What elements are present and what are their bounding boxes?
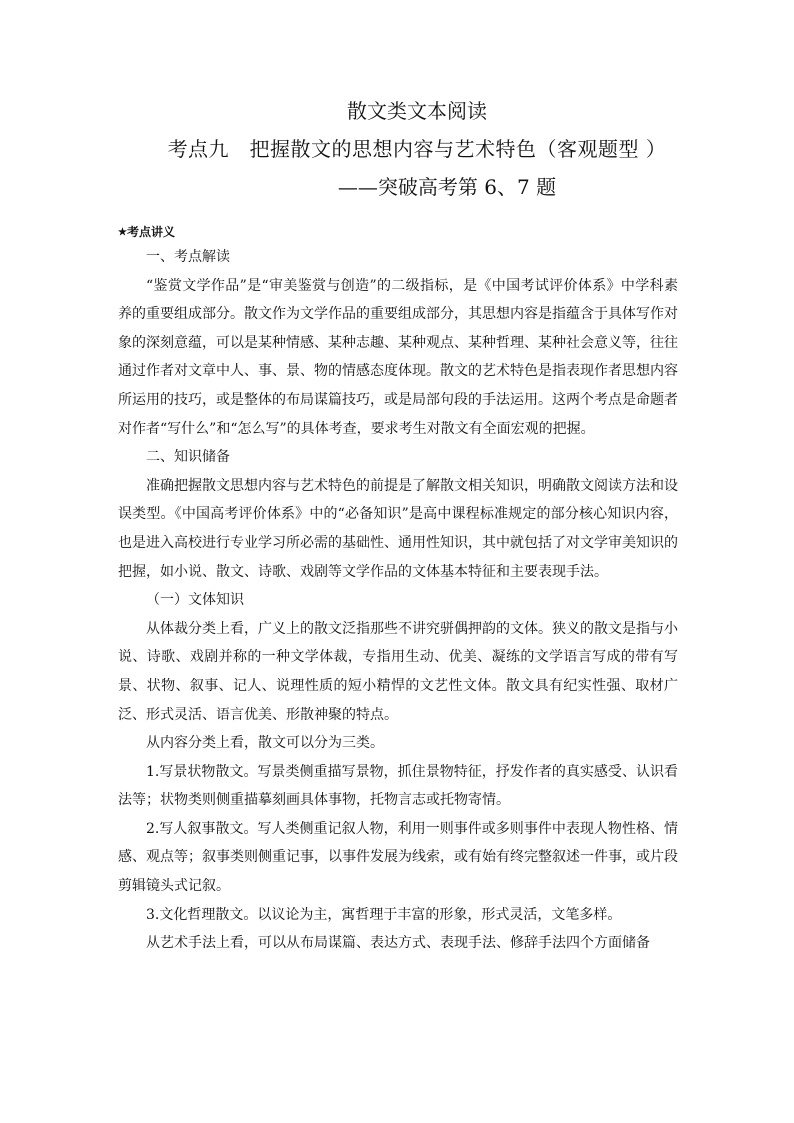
section-heading-3: （一）文体知识 xyxy=(146,592,244,609)
paragraph-5: 1.写景状物散文。写景类侧重描写景物，抓住景物特征，抒发作者的真实感受、认识看法等；状物类则侧重描摹刻画具体事物，托物言志或托物寄情。 xyxy=(118,763,678,809)
paragraph-8: 从艺术手法上看，可以从布局谋篇、表达方式、表现手法、修辞手法四个方面储备 xyxy=(146,935,650,952)
document-title: 散文类文本阅读 xyxy=(347,99,487,123)
section-marker xyxy=(118,222,678,243)
section-heading-1: 一、考点解读 xyxy=(146,249,230,265)
paragraph-7: 3.文化哲理散文。以议论为主，寓哲理于丰富的形象，形式灵活，文笔多样。 xyxy=(146,906,622,923)
paragraph-4: 从内容分类上看，散文可以分为三类。 xyxy=(146,735,384,752)
star-icon: ★ xyxy=(118,227,127,238)
document-body xyxy=(118,222,678,958)
paragraph-2: 准确把握散文思想内容与艺术特色的前提是了解散文相关知识，明确散文阅读方法和设误类型。《中国高考评价体系》中的“必备知识”是高中课程标准规定的部分核心知识内容，也是进入高校进行专业学习所必需的基础性、通用性知识，其中就包括了对文学审美知识的把握，如小说、散文、诗歌、戏剧等文学作品的文体基本特征和主要表现手法。 xyxy=(118,477,678,580)
paragraph-1: “鉴赏文学作品”是“审美鉴赏与创造”的二级指标，是《中国考试评价体系》中学科素养的重要组成部分。散文作为文学作品的重要组成部分，其思想内容是指蕴含于具体写作对象的深刻意蕴，可以是某种情感、某种志趣、某种观点、某种哲理、某种社会意义等，往往通过作者对文章中人、事、景、物的情感态度体现。散文的艺术特色是指表现作者思想内容所运用的技巧，或是整体的布局谋篇技巧，或是局部句段的手法运用。这两个考点是命题者对作者“写什么”和“怎么写”的具体考查，要求考生对散文有全面宏观的把握。 xyxy=(118,277,678,437)
section-heading-2: 二、知识储备 xyxy=(146,449,230,466)
title-block xyxy=(0,92,794,206)
paragraph-6: 2.写人叙事散文。写人类侧重记叙人物，利用一则事件或多则事件中表现人物性格、情感、观点等；叙事类则侧重记事，以事件发展为线索，或有始有终完整叙述一件事，或片段剪辑镜头式记叙。 xyxy=(118,820,678,895)
document-subtitle: 考点九 把握散文的思想内容与艺术特色（客观题型 ） xyxy=(167,137,667,161)
document-subtitle-2: ——突破高考第 6、7 题 xyxy=(337,175,557,199)
section-marker-label: 考点讲义 xyxy=(126,225,175,239)
paragraph-3: 从体裁分类上看，广义上的散文泛指那些不讲究骈偶押韵的文体。狭义的散文是指与小说、诗歌、戏剧并称的一种文学体裁，专指用生动、优美、凝练的文学语言写成的带有写景、状物、叙事、记人、说理性质的短小精悍的文艺性文体。散文具有纪实性强、取材广泛、形式灵活、语言优美、形散神聚的特点。 xyxy=(118,620,678,723)
